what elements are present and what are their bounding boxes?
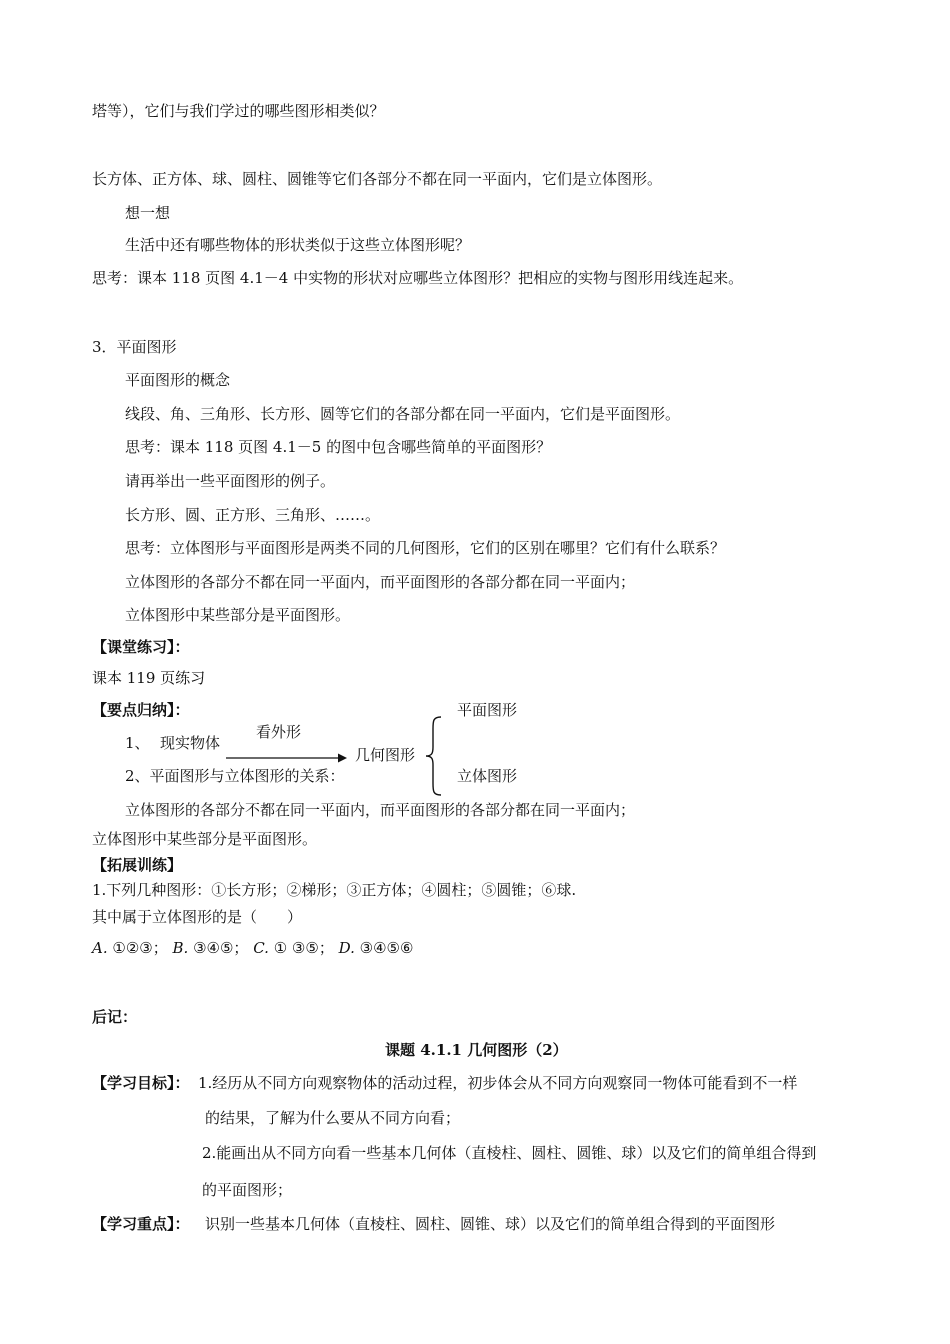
option-c-letter: C. (253, 939, 269, 957)
text-line: 长方体、正方体、球、圆柱、圆锥等它们各部分不都在同一平面内，它们是立体图形。 (92, 170, 663, 188)
text-line: 想一想 (125, 204, 171, 222)
option-d-letter: D. (338, 939, 355, 957)
text-line: 识别一些基本几何体（直棱柱、圆柱、圆锥、球）以及它们的简单组合得到的平面图形 (205, 1215, 776, 1233)
text-line: 生活中还有哪些物体的形状类似于这些立体图形呢？ (125, 236, 471, 254)
diagram-geometric-figures: 几何图形 (355, 746, 416, 764)
question-text: 1.下列几种图形：①长方形；②梯形；③正方体；④圆柱；⑤圆锥；⑥球. (92, 881, 577, 899)
question-prompt: 其中属于立体图形的是（ ） (92, 908, 303, 926)
diagram-brace (424, 715, 446, 797)
lesson-title: 课题 4.1.1 几何图形（2） (385, 1041, 568, 1059)
postscript-label: 后记： (92, 1008, 138, 1026)
text-line: 2.能画出从不同方向看一些基本几何体（直棱柱、圆柱、圆锥、球）以及它们的简单组合得到 (202, 1144, 817, 1162)
text-line: 的平面图形； (202, 1181, 293, 1199)
diagram-arrow-label: 看外形 (256, 723, 302, 741)
text-line: 立体图形的各部分不都在同一平面内，而平面图形的各部分都在同一平面内； (125, 573, 636, 591)
text-line: 平面图形的概念 (125, 371, 231, 389)
text-line: 思考：课本 118 页图 4.1－4 中实物的形状对应哪些立体图形？把相应的实物与图形用线连起来。 (92, 269, 744, 287)
text-line: 思考：立体图形与平面图形是两类不同的几何图形，它们的区别在哪里？它们有什么联系？ (125, 539, 726, 557)
option-b-text: ③④⑤； (188, 939, 249, 957)
section-heading: 3．平面图形 (92, 338, 177, 356)
diagram-arrow (226, 752, 348, 764)
option-b-letter: B. (172, 939, 189, 957)
text-line: 长方形、圆、正方形、三角形、……。 (125, 506, 381, 524)
text-line: 1.经历从不同方向观察物体的活动过程，初步体会从不同方向观察同一物体可能看到不一样 (198, 1074, 798, 1092)
summary-item-number: 1、 (125, 734, 150, 752)
option-a-text: ①②③； (107, 939, 168, 957)
text-line: 立体图形的各部分不都在同一平面内，而平面图形的各部分都在同一平面内； (125, 801, 636, 819)
option-c-text: ① ③⑤； (268, 939, 334, 957)
section-heading-practice: 【课堂练习】： (92, 638, 190, 656)
section-heading-summary: 【要点归纳】： (92, 701, 190, 719)
text-line: 线段、角、三角形、长方形、圆等它们的各部分都在同一平面内，它们是平面图形。 (125, 405, 681, 423)
diagram-plane-figures: 平面图形 (457, 701, 518, 719)
key-points-label: 【学习重点】： (92, 1215, 190, 1233)
text-line: 的结果，了解为什么要从不同方向看； (205, 1109, 461, 1127)
option-a-letter: A. (92, 939, 108, 957)
section-heading-extension: 【拓展训练】 (92, 856, 183, 874)
diagram-real-objects: 现实物体 (160, 734, 221, 752)
text-line: 立体图形中某些部分是平面图形。 (92, 830, 318, 848)
text-line: 请再举出一些平面图形的例子。 (125, 472, 336, 490)
learning-goals-label: 【学习目标】： (92, 1074, 190, 1092)
text-line: 2、平面图形与立体图形的关系： (125, 767, 345, 785)
text-line: 立体图形中某些部分是平面图形。 (125, 606, 351, 624)
diagram-solid-figures: 立体图形 (457, 767, 518, 785)
text-line: 课本 119 页练习 (92, 669, 206, 687)
option-d-text: ③④⑤⑥ (354, 939, 414, 957)
answer-options (92, 938, 413, 958)
text-line: 塔等），它们与我们学过的哪些图形相类似？ (92, 102, 385, 120)
text-line: 思考：课本 118 页图 4.1－5 的图中包含哪些简单的平面图形？ (125, 438, 552, 456)
